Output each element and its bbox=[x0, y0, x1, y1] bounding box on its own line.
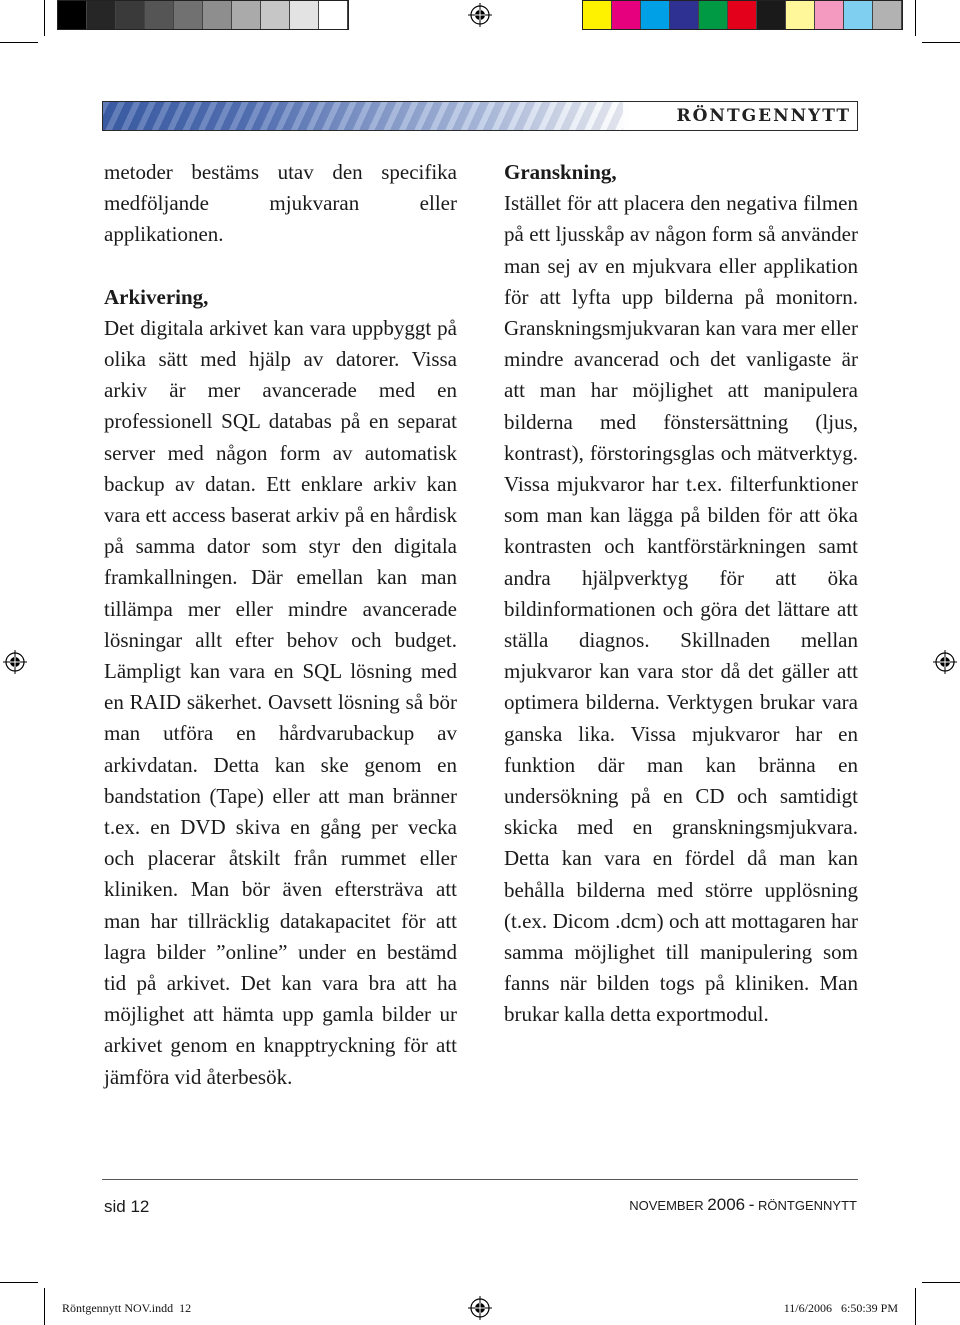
registration-mark-icon bbox=[468, 1296, 492, 1320]
crop-mark bbox=[44, 0, 45, 36]
archive-paragraph: Det digitala arkivet kan vara uppbyggt på olika sätt med hjälp av datorer. Vissa arkiv är mer avancerade med en professionell SQL databas på en separat server med någon form av automatisk backup av datan. Ett enklare arkiv kan vara ett access baserat arkiv på en hårdisk på samma dator som styr den digitala framkallningen. Där emellan kan man tillämpa mer eller mindre avancerade lösningar allt efter behov och budget. Lämpligt kan vara en SQL lösning med en RAID säkerhet. Oavsett lösning så bör man utföra en hårdvarubackup av arkivdatan. Detta kan ske genom en bandstation (Tape) eller att man bränner t.ex. en DVD skiva en gång per vecka och placerar åtskilt från rummet eller kliniken. Man bör även eftersträva att man har tillräcklig datakapacitet för att lagra bilder ”online” under en bestämd tid på arkivet. Det kan vara bra att ha möjlighet att hämta upp gamla bilder ur arkivet genom en knapptryckning för att jämföra vid återbesök. bbox=[104, 315, 457, 1089]
issue-magazine: RÖNTGENNYTT bbox=[758, 1198, 857, 1213]
slug-timestamp bbox=[784, 1301, 898, 1316]
greyscale-swatch bbox=[58, 1, 87, 29]
color-swatch bbox=[728, 1, 757, 29]
crop-mark bbox=[915, 1288, 916, 1325]
issue-separator: - bbox=[748, 1195, 755, 1214]
color-swatch bbox=[612, 1, 641, 29]
registration-mark-icon bbox=[468, 3, 492, 27]
footer-divider bbox=[102, 1179, 858, 1180]
greyscale-swatch bbox=[116, 1, 145, 29]
color-swatch bbox=[641, 1, 670, 29]
slug-file-info bbox=[62, 1301, 191, 1316]
registration-mark-icon bbox=[933, 650, 957, 674]
greyscale-swatch bbox=[232, 1, 261, 29]
greyscale-swatch bbox=[145, 1, 174, 29]
crop-mark bbox=[0, 42, 38, 43]
page-number: sid 12 bbox=[104, 1197, 150, 1216]
crop-mark bbox=[922, 42, 960, 43]
magazine-title: RÖNTGENNYTT bbox=[676, 106, 851, 126]
greyscale-bar bbox=[57, 0, 349, 30]
slug-page: 12 bbox=[179, 1301, 192, 1315]
intro-paragraph: metoder bestäms utav den specifika medföljande mjukvaran eller applikationen. bbox=[104, 160, 457, 247]
registration-mark-icon bbox=[3, 650, 27, 674]
color-swatch bbox=[815, 1, 844, 29]
issue-line bbox=[629, 1195, 857, 1215]
issue-month: NOVEMBER bbox=[629, 1198, 704, 1213]
left-column bbox=[104, 157, 457, 1093]
crop-mark bbox=[915, 0, 916, 36]
color-swatch bbox=[873, 1, 902, 29]
color-swatch bbox=[583, 1, 612, 29]
slug-time: 6:50:39 PM bbox=[840, 1301, 898, 1315]
slug-date: 11/6/2006 bbox=[783, 1301, 832, 1315]
header-banner bbox=[102, 101, 858, 131]
color-bar bbox=[582, 0, 903, 30]
color-swatch bbox=[786, 1, 815, 29]
color-swatch bbox=[699, 1, 728, 29]
slug-filename: Röntgennytt NOV.indd bbox=[62, 1301, 174, 1315]
greyscale-swatch bbox=[203, 1, 232, 29]
right-column bbox=[504, 157, 858, 1031]
review-paragraph: Istället för att placera den negativa filmen på ett ljusskåp av någon form så använder man sej av en mjukvara eller applikation för att lyfta upp bilderna på monitorn. Granskningsmjukvaran kan vara mer eller mindre avancerad och det vanligaste är att man har möjlighet att manipulera bilderna med fönstersättning (ljus, kontrast), förstoringsglas och mätverktyg. Vissa mjukvaror har t.ex. filterfunktioner som man kan lägga på bilden för att öka kontrasten och kantförstärkningen samt andra hjälpverktyg för att öka bildinformationen och göra det lättare att ställa diagnos. Skillnaden mellan mjukvaror kan vara stor då det gäller att optimera bilderna. Verktygen brukar vara ganska lika. Vissa mjukvaror har en funktion där man kan bränna en undersökning på en CD och samtidigt skicka med en granskningsmjukvara. Detta kan vara en fördel då man kan behålla bilderna med större upplösning (t.ex. Dicom .dcm) och att mottagaren har samma möjlighet till manipulering som fanns när bilden togs på kliniken. Man brukar kalla detta exportmodul. bbox=[504, 191, 858, 1027]
section-heading-arkivering: Arkivering, bbox=[104, 284, 209, 309]
crop-mark bbox=[44, 1288, 45, 1325]
greyscale-swatch bbox=[290, 1, 319, 29]
section-heading-granskning: Granskning, bbox=[504, 160, 617, 184]
color-swatch bbox=[757, 1, 786, 29]
greyscale-swatch bbox=[87, 1, 116, 29]
issue-year: 2006 bbox=[707, 1195, 746, 1214]
greyscale-swatch bbox=[261, 1, 290, 29]
greyscale-swatch bbox=[174, 1, 203, 29]
crop-mark bbox=[0, 1282, 38, 1283]
banner-texture bbox=[103, 102, 623, 130]
color-swatch bbox=[670, 1, 699, 29]
color-swatch bbox=[844, 1, 873, 29]
crop-mark bbox=[922, 1282, 960, 1283]
greyscale-swatch bbox=[319, 1, 348, 29]
